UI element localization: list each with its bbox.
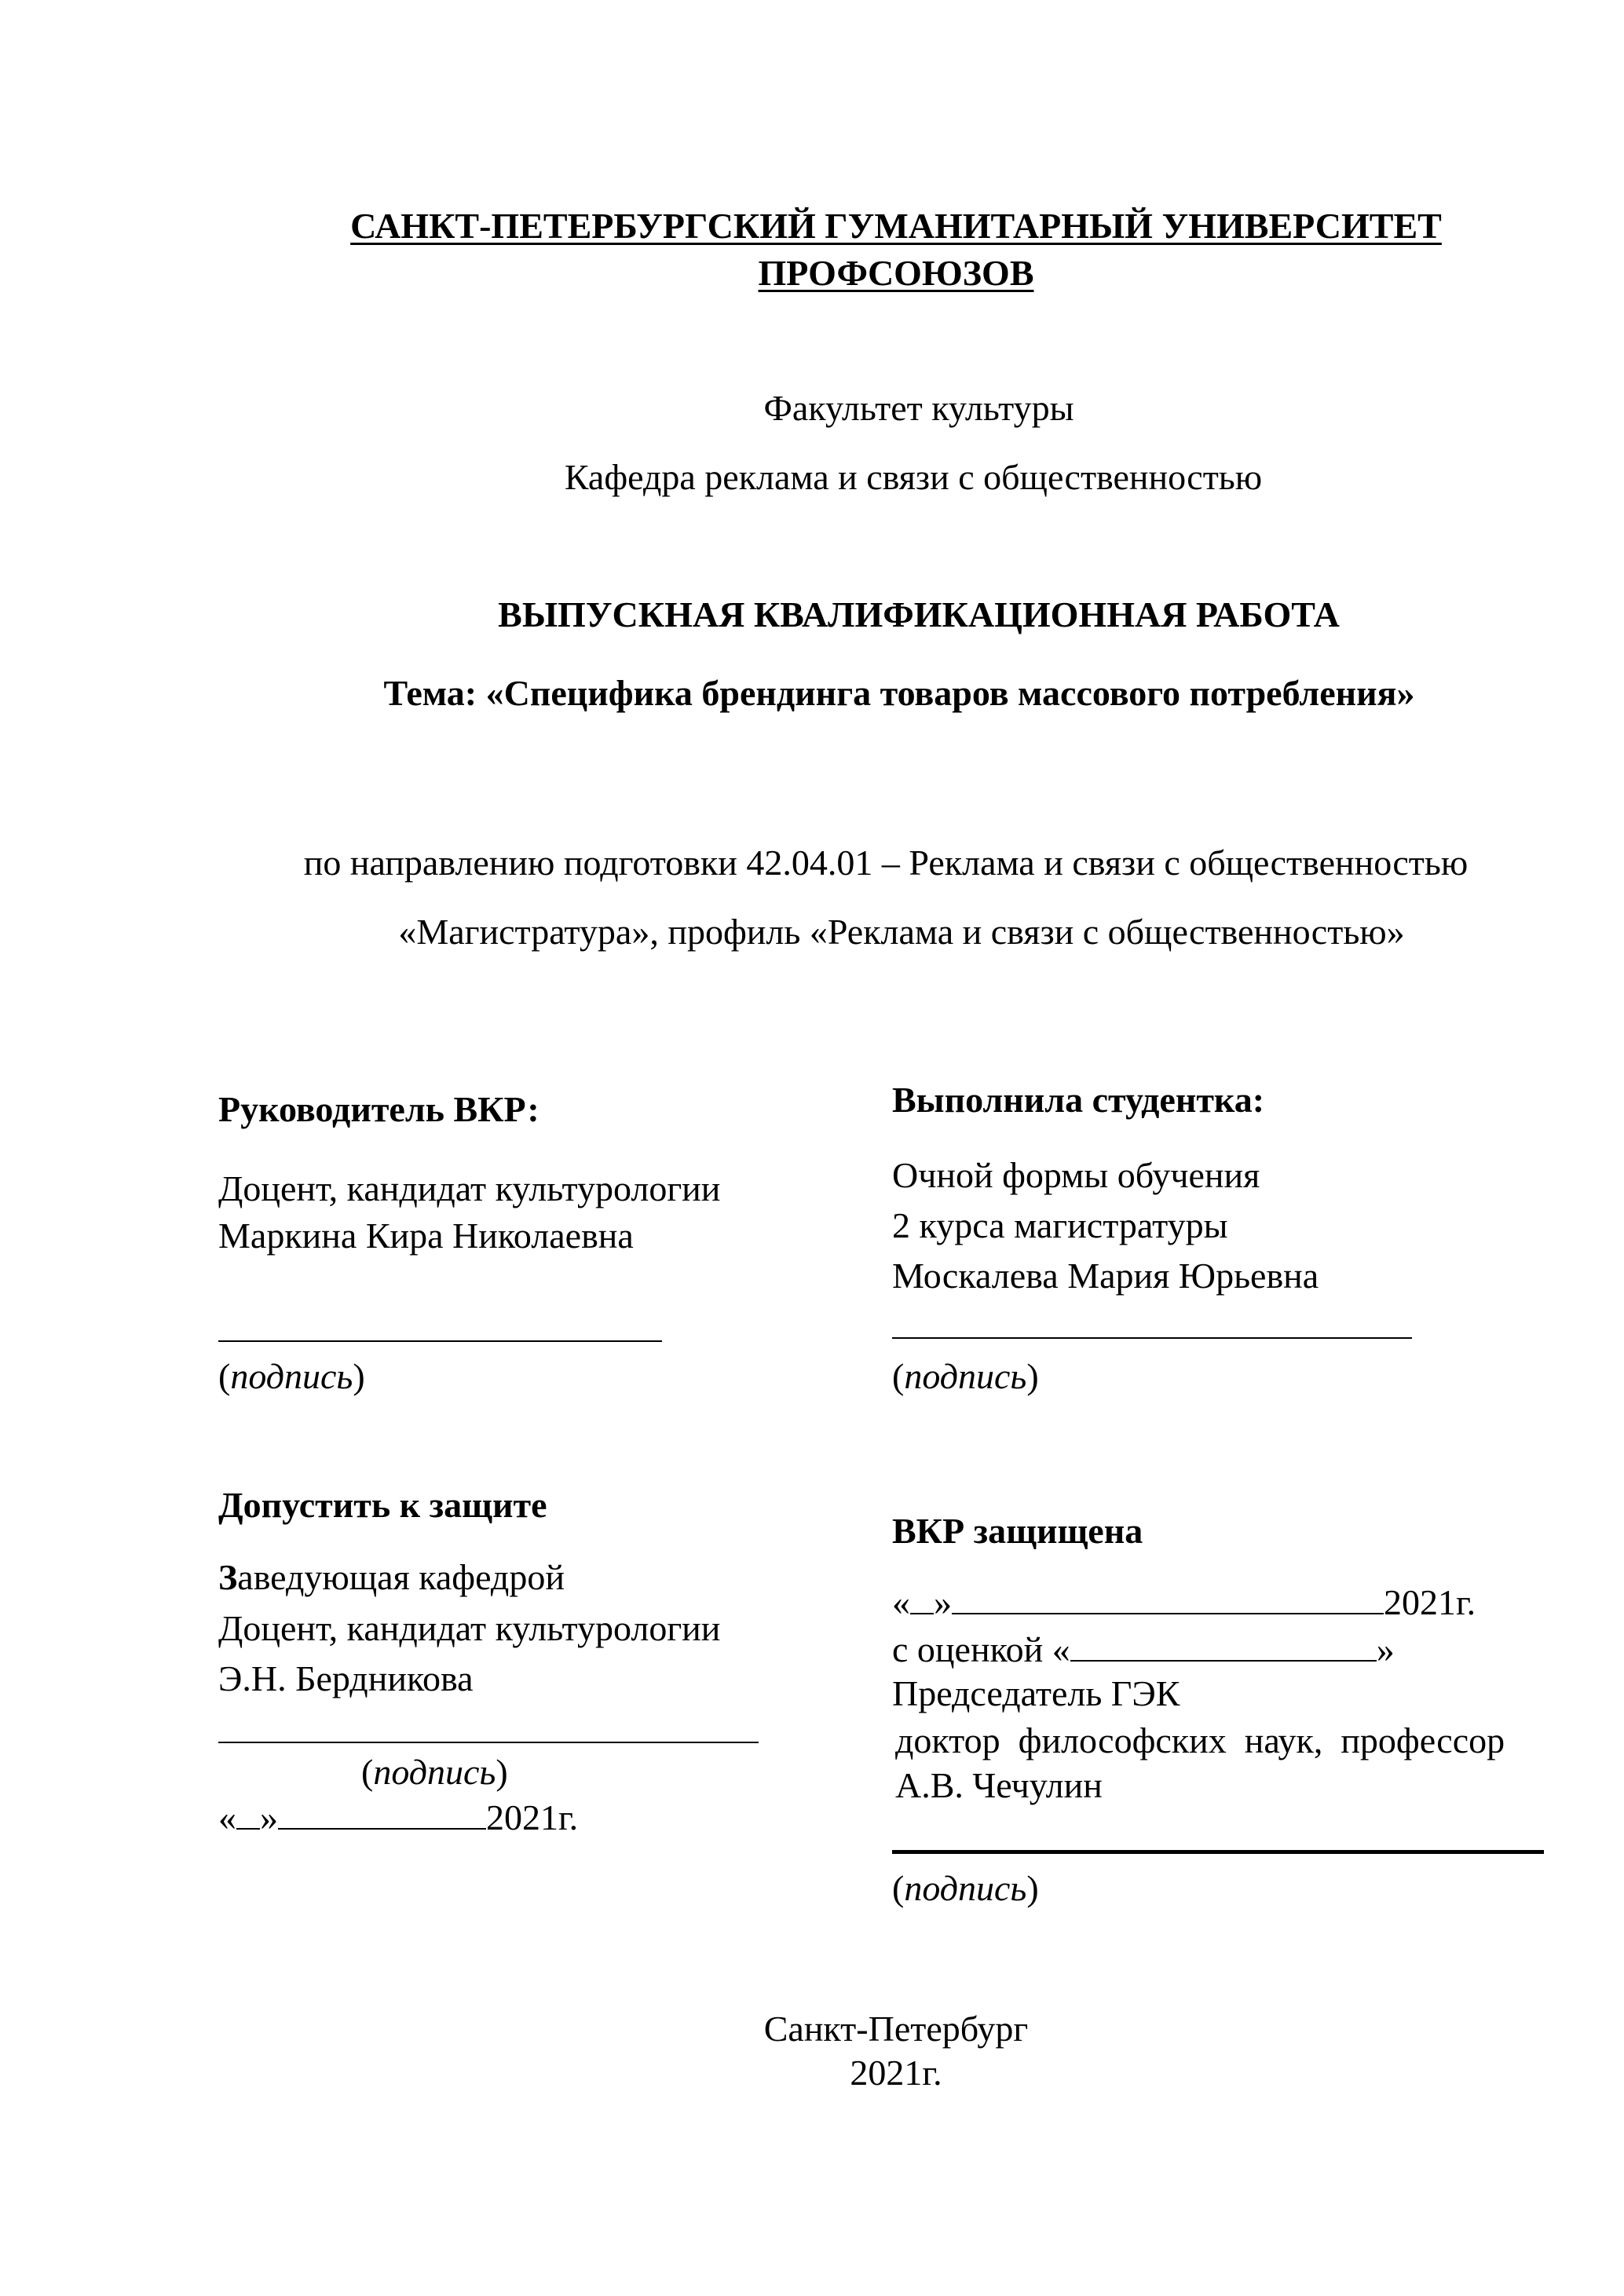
work-type: ВЫПУСКНАЯ КВАЛИФИКАЦИОННАЯ РАБОТА: [498, 594, 1340, 634]
admission-role-rest: аведующая кафедрой: [237, 1557, 565, 1597]
direction: по направлению подготовки 42.04.01 – Реклама и связи с общественностью: [303, 843, 1469, 883]
day-blank[interactable]: [236, 1825, 260, 1830]
city: Санкт-Петербург: [763, 2009, 1029, 2049]
admission-year: 2021г.: [486, 1797, 579, 1837]
admission-role-initial: З: [218, 1557, 238, 1597]
footer-year: 2021г.: [850, 2053, 942, 2093]
admission-title: Доцент, кандидат культурологии: [218, 1608, 721, 1648]
admission-signature-label: (подпись): [361, 1752, 508, 1792]
admission-heading: Допустить к защите: [218, 1485, 547, 1525]
defense-year: 2021г.: [1384, 1582, 1476, 1622]
quote-close: »: [934, 1582, 952, 1622]
university-name-line2: ПРОФСОЮЗОВ: [758, 253, 1034, 293]
student-heading: Выполнила студентка:: [892, 1080, 1265, 1120]
department: Кафедра реклама и связи с общественностью: [564, 457, 1263, 497]
student-name: Москалева Мария Юрьевна: [892, 1256, 1319, 1296]
signature-label: подпись: [904, 1868, 1027, 1908]
defense-date: [892, 1582, 1476, 1622]
signature-label: подпись: [373, 1752, 496, 1792]
chair-role: Председатель ГЭК: [892, 1673, 1180, 1713]
chair-signature-line: [892, 1850, 1544, 1854]
signature-label: подпись: [904, 1356, 1027, 1396]
chair-title: доктор философских наук, профессор: [895, 1720, 1505, 1760]
work-topic: Тема: «Специфика брендинга товаров массового потребления»: [383, 673, 1415, 713]
signature-label: подпись: [230, 1356, 353, 1396]
supervisor-name: Маркина Кира Николаевна: [218, 1216, 634, 1256]
quote-close: »: [260, 1797, 278, 1837]
supervisor-heading: Руководитель ВКР:: [218, 1089, 540, 1129]
supervisor-signature-line: [218, 1340, 662, 1342]
student-signature-label: (подпись): [892, 1356, 1039, 1396]
defense-heading: ВКР защищена: [892, 1511, 1143, 1551]
admission-role: [218, 1559, 565, 1596]
month-blank[interactable]: [952, 1610, 1384, 1614]
chair-name: А.В. Чечулин: [895, 1765, 1103, 1805]
month-blank[interactable]: [278, 1825, 486, 1830]
admission-name: Э.Н. Бердникова: [218, 1658, 474, 1698]
grade-suffix: »: [1376, 1629, 1395, 1669]
student-signature-line: [892, 1337, 1412, 1339]
student-study-form: Очной формы обучения: [892, 1155, 1260, 1195]
quote-open: «: [892, 1582, 910, 1622]
quote-open: «: [218, 1797, 236, 1837]
university-name-line1: САНКТ-ПЕТЕРБУРГСКИЙ ГУМАНИТАРНЫЙ УНИВЕРСИТЕТ: [350, 206, 1442, 246]
admission-signature-line: [218, 1742, 759, 1743]
faculty: Факультет культуры: [763, 388, 1074, 428]
profile: «Магистратура», профиль «Реклама и связи с общественностью»: [398, 912, 1405, 952]
grade-blank[interactable]: [1070, 1657, 1377, 1662]
chair-signature-label: (подпись): [892, 1868, 1039, 1908]
student-course: 2 курса магистратуры: [892, 1205, 1228, 1245]
supervisor-signature-label: (подпись): [218, 1356, 365, 1396]
day-blank[interactable]: [910, 1610, 934, 1614]
defense-grade: [892, 1629, 1395, 1669]
supervisor-title: Доцент, кандидат культурологии: [218, 1168, 721, 1208]
grade-prefix: с оценкой «: [892, 1629, 1070, 1669]
admission-date: [218, 1797, 579, 1837]
